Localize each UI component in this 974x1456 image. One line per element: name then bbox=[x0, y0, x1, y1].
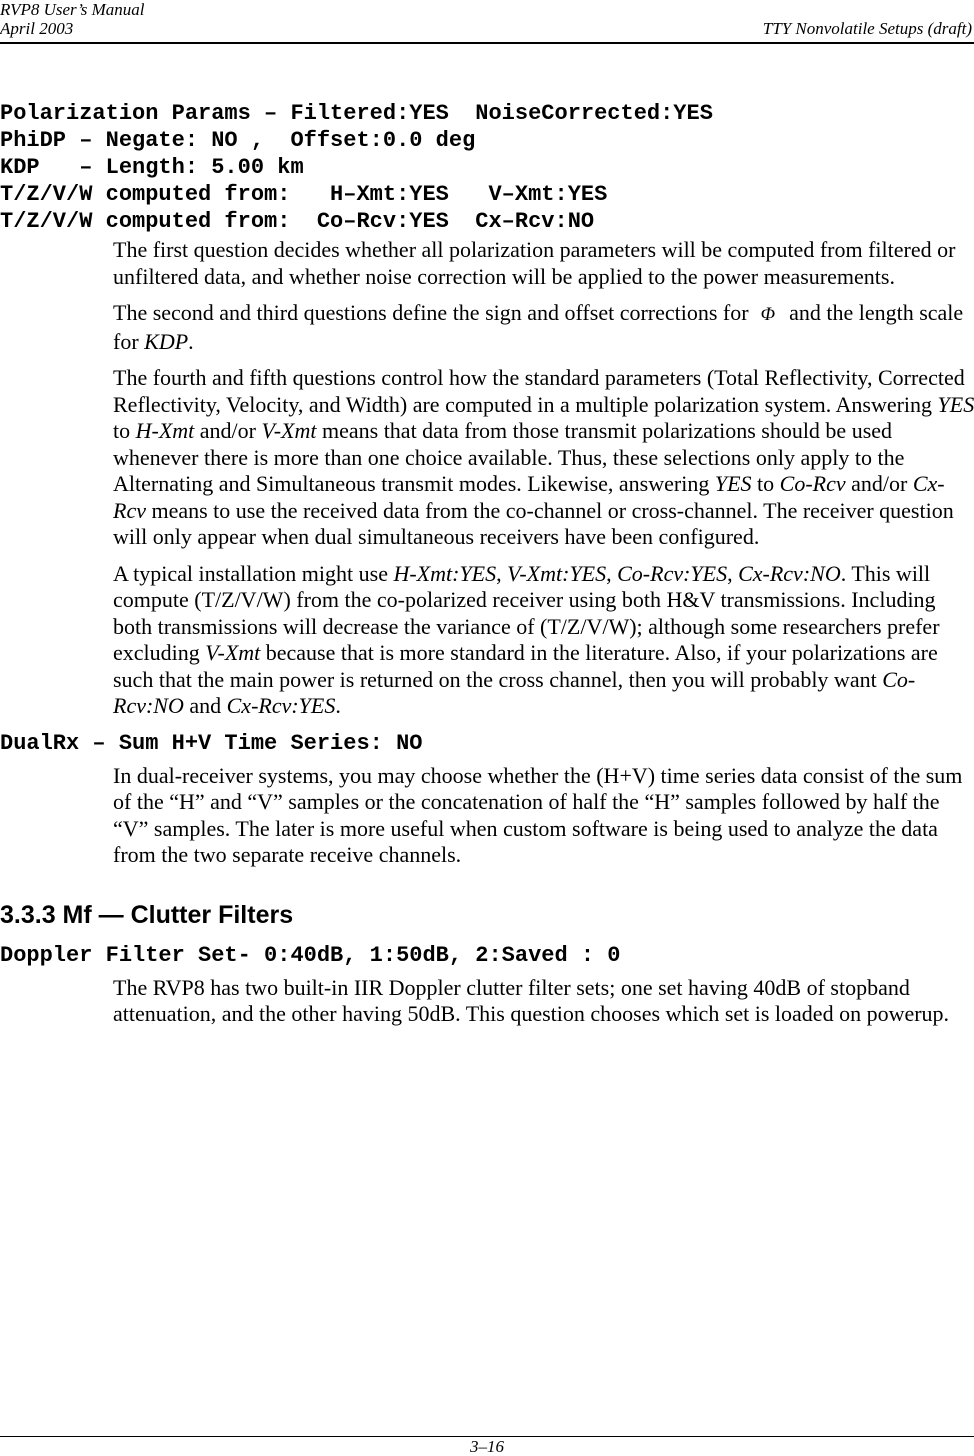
paragraph-dual-receiver: In dual-receiver systems, you may choose whether the (H+V) time series data consist of the sum of the “H” and “V” samples or the concatenation of half the “H” samples followed by half the “V” samples. The later is more useful when custom software is being used to analyze the data from the two separate receive channels. bbox=[113, 762, 963, 867]
paragraph-doppler-filter: The RVP8 has two built-in IIR Doppler clutter filter sets; one set having 40dB of stopband attenuation, and the other having 50dB. This question chooses which set is loaded on powerup. bbox=[113, 974, 950, 1026]
section-heading: 3.3.3 Mf — Clutter Filters bbox=[0, 900, 294, 929]
paragraph-phidp-kdp: The second and third questions define the sign and offset corrections for Φ and the length scale for KDP. bbox=[113, 300, 964, 354]
tty-line: Polarization Params – Filtered:YES NoiseCorrected:YES bbox=[0, 101, 713, 126]
paragraph-tzvw: The fourth and fifth questions control how the standard parameters (Total Reflectivity, Corrected Reflectivity, Velocity, and Width) are computed in a multiple polarization system. Answering YES to H-Xmt and/or V-Xmt means that data from those transmit polarizations should be used whenever there is more than one choice available. Thus, these selections only apply to the Alternating and Simultaneous transmit modes. Likewise, answering YES to Co-Rcv and/or Cx-Rcv means to use the received data from the co-channel or cross-channel. The receiver question will only appear when dual simultaneous receivers have been configured. bbox=[113, 365, 974, 549]
tty-line-doppler-filter: Doppler Filter Set- 0:40dB, 1:50dB, 2:Saved : 0 bbox=[0, 942, 621, 968]
running-header-left bbox=[0, 0, 145, 38]
phi-symbol: Φ bbox=[760, 304, 776, 325]
tty-line: PhiDP – Negate: NO , Offset:0.0 deg bbox=[0, 128, 476, 153]
tty-prompt-block bbox=[0, 100, 974, 235]
header-rule bbox=[0, 42, 974, 44]
page-number: 3–16 bbox=[470, 1437, 504, 1456]
manual-title: RVP8 User’s Manual bbox=[0, 0, 145, 19]
tty-line: T/Z/V/W computed from: H–Xmt:YES V–Xmt:YES bbox=[0, 182, 608, 207]
paragraph-typical-installation: A typical installation might use H-Xmt:YES, V-Xmt:YES, Co-Rcv:YES, Cx-Rcv:NO. This will compute (T/Z/V/W) from the co-polarized receiver using both H&V transmissions. Including both transmissions will decrease the variance of (T/Z/V/W); although some researchers prefer excluding V-Xmt because that is more standard in the literature. Also, if your polarizations are such that the main power is returned on the cross channel, then you will probably want Co-Rcv:NO and Cx-Rcv:YES. bbox=[113, 560, 940, 718]
paragraph-filtering: The first question decides whether all polarization parameters will be computed from filtered or unfiltered data, and whether noise correction will be applied to the power measurements. bbox=[113, 237, 956, 289]
tty-line: T/Z/V/W computed from: Co–Rcv:YES Cx–Rcv:NO bbox=[0, 209, 595, 234]
running-header-section: TTY Nonvolatile Setups (draft) bbox=[762, 19, 972, 38]
page-content bbox=[0, 100, 974, 1038]
tty-line-dualrx: DualRx – Sum H+V Time Series: NO bbox=[0, 730, 423, 756]
header-date: April 2003 bbox=[0, 19, 74, 38]
tty-line: KDP – Length: 5.00 km bbox=[0, 155, 304, 180]
